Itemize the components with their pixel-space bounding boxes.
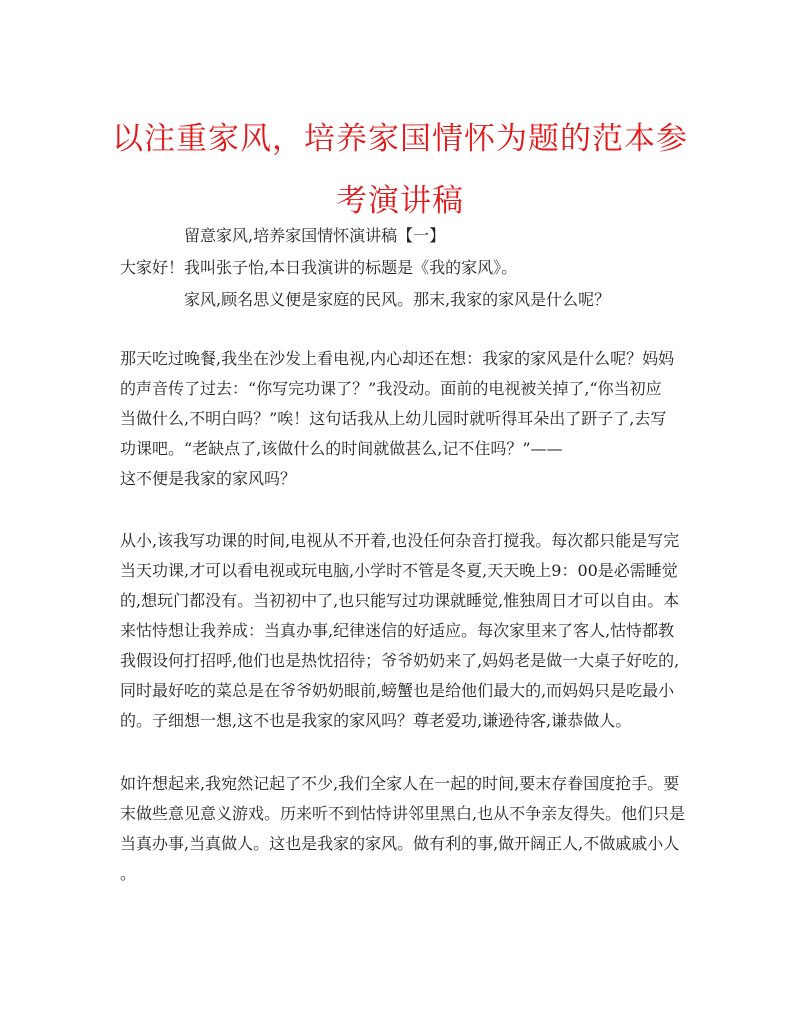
paragraph-2-line: 的,想玩门都没有。当初初中了,也只能写过功课就睡觉,惟独周日才可以自由。本 [120, 591, 680, 610]
paragraph-1-line: 那天吃过晚餐,我坐在沙发上看电视,内心却还在想：我家的家风是什么呢？妈妈 [120, 349, 675, 368]
paragraph-2-line: 当天功课,才可以看电视或玩电脑,小学时不管是冬夏,天天晚上9：00是必需睡觉 [120, 561, 678, 580]
paragraph-3-line: 如许想起来,我宛然记起了不少,我们全家人在一起的时间,要末存眷国度抢手。要 [120, 774, 680, 793]
paragraph-3-line: 末做些意见意义游戏。历来听不到怙恃讲邻里黑白,也从不争亲友得失。他们只是 [120, 804, 686, 823]
paragraph-1-line: 的声音传了过去：“你写完功课了？”我没动。面前的电视被关掉了,“你当初应 [120, 379, 662, 398]
greeting-line: 大家好！我叫张子怡,本日我演讲的标题是《我的家风》。 [120, 258, 518, 277]
speech-subtitle: 留意家风,培养家国情怀演讲稿【一】 [184, 226, 446, 245]
document-title [100, 108, 700, 232]
paragraph-3-line: 当真办事,当真做人。这也是我家的家风。做有利的事,做开阔正人,不做戚戚小人 [120, 834, 680, 853]
paragraph-2-line: 的。子细想一想,这不也是我家的家风吗？尊老爱功,谦逊待客,谦恭做人。 [120, 711, 632, 730]
paragraph-3-line: 。 [120, 864, 137, 883]
paragraph-2-line: 同时最好吃的菜总是在爷爷奶奶眼前,螃蟹也是给他们最大的,而妈妈只是吃最小 [120, 681, 675, 700]
intro-line: 家风,顾名思义便是家庭的民风。那末,我家的家风是什么呢？ [184, 290, 611, 309]
paragraph-1-line: 这不便是我家的家风吗？ [120, 469, 297, 488]
paragraph-1-line: 当做什么,不明白吗？”唉！这句话我从上幼儿园时就听得耳朵出了趼子了,去写 [120, 409, 667, 428]
paragraph-2-line: 来怙恃想让我养成：当真办事,纪律迷信的好适应。每次家里来了客人,怙恃都教 [120, 621, 675, 640]
paragraph-2-line: 我假设何打招呼,他们也是热忱招待；爷爷奶奶来了,妈妈老是做一大桌子好吃的, [120, 651, 680, 670]
title-line-1: 以注重家风，培养家国情怀为题的范本参 [112, 121, 688, 157]
paragraph-1-line: 功课吧。“老缺点了,该做什么的时间就做甚么,记不住吗？”—— [120, 439, 563, 458]
title-line-2: 考演讲稿 [336, 183, 464, 219]
paragraph-2-line: 从小,该我写功课的时间,电视从不开着,也没任何杂音打搅我。每次都只能是写完 [120, 531, 680, 550]
